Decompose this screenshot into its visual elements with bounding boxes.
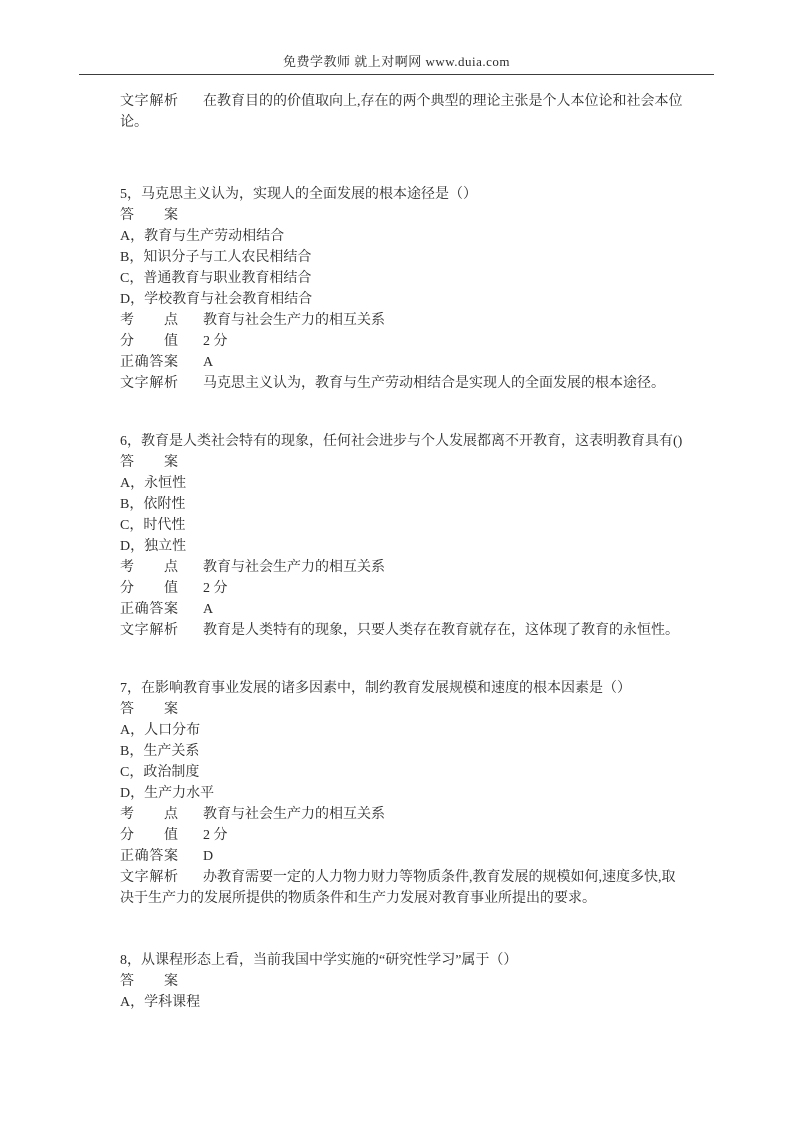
score-label: 分值 (120, 334, 178, 349)
question-7 (120, 678, 685, 909)
exam-point-text: 教育与社会生产力的相互关系 (203, 807, 385, 822)
score-text: 2 分 (203, 828, 228, 843)
answer-label: 答案 (120, 455, 178, 470)
question-5-score-row (120, 331, 685, 352)
correct-answer-text: A (203, 602, 214, 617)
question-7-option-a: A，人口分布 (120, 723, 201, 738)
page-header (0, 0, 793, 75)
question-5-option-a: A，教育与生产劳动相结合 (120, 229, 285, 244)
question-6-correct-row (120, 599, 685, 620)
question-8 (120, 950, 685, 1013)
question-6-option-c: C，时代性 (120, 518, 186, 533)
question-5-correct-row (120, 352, 685, 373)
header-site-text: 免费学教师 就上对啊网 www.duia.com (282, 54, 511, 69)
score-text: 2 分 (203, 334, 228, 349)
intro-explanation-row (120, 91, 685, 133)
question-7-explanation-row (120, 867, 685, 909)
question-7-option-b: B，生产关系 (120, 744, 200, 759)
question-6-explanation-row (120, 620, 685, 641)
question-5-option-c: C，普通教育与职业教育相结合 (120, 271, 312, 286)
explanation-label: 文字解析 (120, 94, 178, 109)
explanation-label: 文字解析 (120, 376, 178, 391)
question-6-title: 6，教育是人类社会特有的现象，任何社会进步与个人发展都离不开教育，这表明教育具有() (120, 434, 683, 449)
explanation-text: 马克思主义认为，教育与生产劳动相结合是实现人的全面发展的根本途径。 (203, 376, 665, 391)
question-5-option-b: B，知识分子与工人农民相结合 (120, 250, 312, 265)
question-8-option-a: A，学科课程 (120, 995, 201, 1010)
answer-label: 答案 (120, 702, 178, 717)
question-7-score-row (120, 825, 685, 846)
question-6-answer-label-row (120, 452, 685, 473)
question-8-title: 8，从课程形态上看，当前我国中学实施的“研究性学习”属于（） (120, 953, 518, 968)
question-7-answer-label-row (120, 699, 685, 720)
question-5-explanation-row (120, 373, 685, 394)
explanation-text: 办教育需要一定的人力物力财力等物质条件,教育发展的规模如何,速度多快,取决于生产力的发展所提供的物质条件和生产力发展对教育事业所提出的要求。 (120, 870, 676, 906)
question-7-point-row (120, 804, 685, 825)
question-6 (120, 431, 685, 641)
question-5-point-row (120, 310, 685, 331)
score-text: 2 分 (203, 581, 228, 596)
correct-answer-text: A (203, 355, 214, 370)
explanation-label: 文字解析 (120, 623, 178, 638)
header-rule (79, 74, 714, 75)
correct-answer-text: D (203, 849, 214, 864)
question-6-point-row (120, 557, 685, 578)
exam-point-label: 考点 (120, 313, 178, 328)
exam-point-label: 考点 (120, 807, 178, 822)
question-5 (120, 184, 685, 394)
answer-label: 答案 (120, 974, 178, 989)
question-7-title: 7，在影响教育事业发展的诸多因素中，制约教育发展规模和速度的根本因素是（） (120, 681, 631, 696)
explanation-text: 教育是人类特有的现象，只要人类存在教育就存在，这体现了教育的永恒性。 (203, 623, 679, 638)
correct-answer-label: 正确答案 (120, 849, 178, 864)
exam-point-text: 教育与社会生产力的相互关系 (203, 313, 385, 328)
intro-explanation-text: 在教育目的的价值取向上,存在的两个典型的理论主张是个人本位论和社会本位论。 (120, 94, 683, 130)
question-7-option-d: D，生产力水平 (120, 786, 215, 801)
score-label: 分值 (120, 581, 178, 596)
answer-label: 答案 (120, 208, 178, 223)
question-6-option-b: B，依附性 (120, 497, 186, 512)
question-6-option-a: A，永恒性 (120, 476, 187, 491)
exam-point-label: 考点 (120, 560, 178, 575)
correct-answer-label: 正确答案 (120, 602, 178, 617)
correct-answer-label: 正确答案 (120, 355, 178, 370)
question-6-option-d: D，独立性 (120, 539, 187, 554)
question-8-answer-label-row (120, 971, 685, 992)
question-7-correct-row (120, 846, 685, 867)
score-label: 分值 (120, 828, 178, 843)
explanation-label: 文字解析 (120, 870, 178, 885)
question-5-option-d: D，学校教育与社会教育相结合 (120, 292, 313, 307)
exam-point-text: 教育与社会生产力的相互关系 (203, 560, 385, 575)
document-body (120, 91, 685, 1013)
question-6-score-row (120, 578, 685, 599)
question-5-title: 5，马克思主义认为，实现人的全面发展的根本途径是（） (120, 187, 477, 202)
question-5-answer-label-row (120, 205, 685, 226)
question-7-option-c: C，政治制度 (120, 765, 200, 780)
